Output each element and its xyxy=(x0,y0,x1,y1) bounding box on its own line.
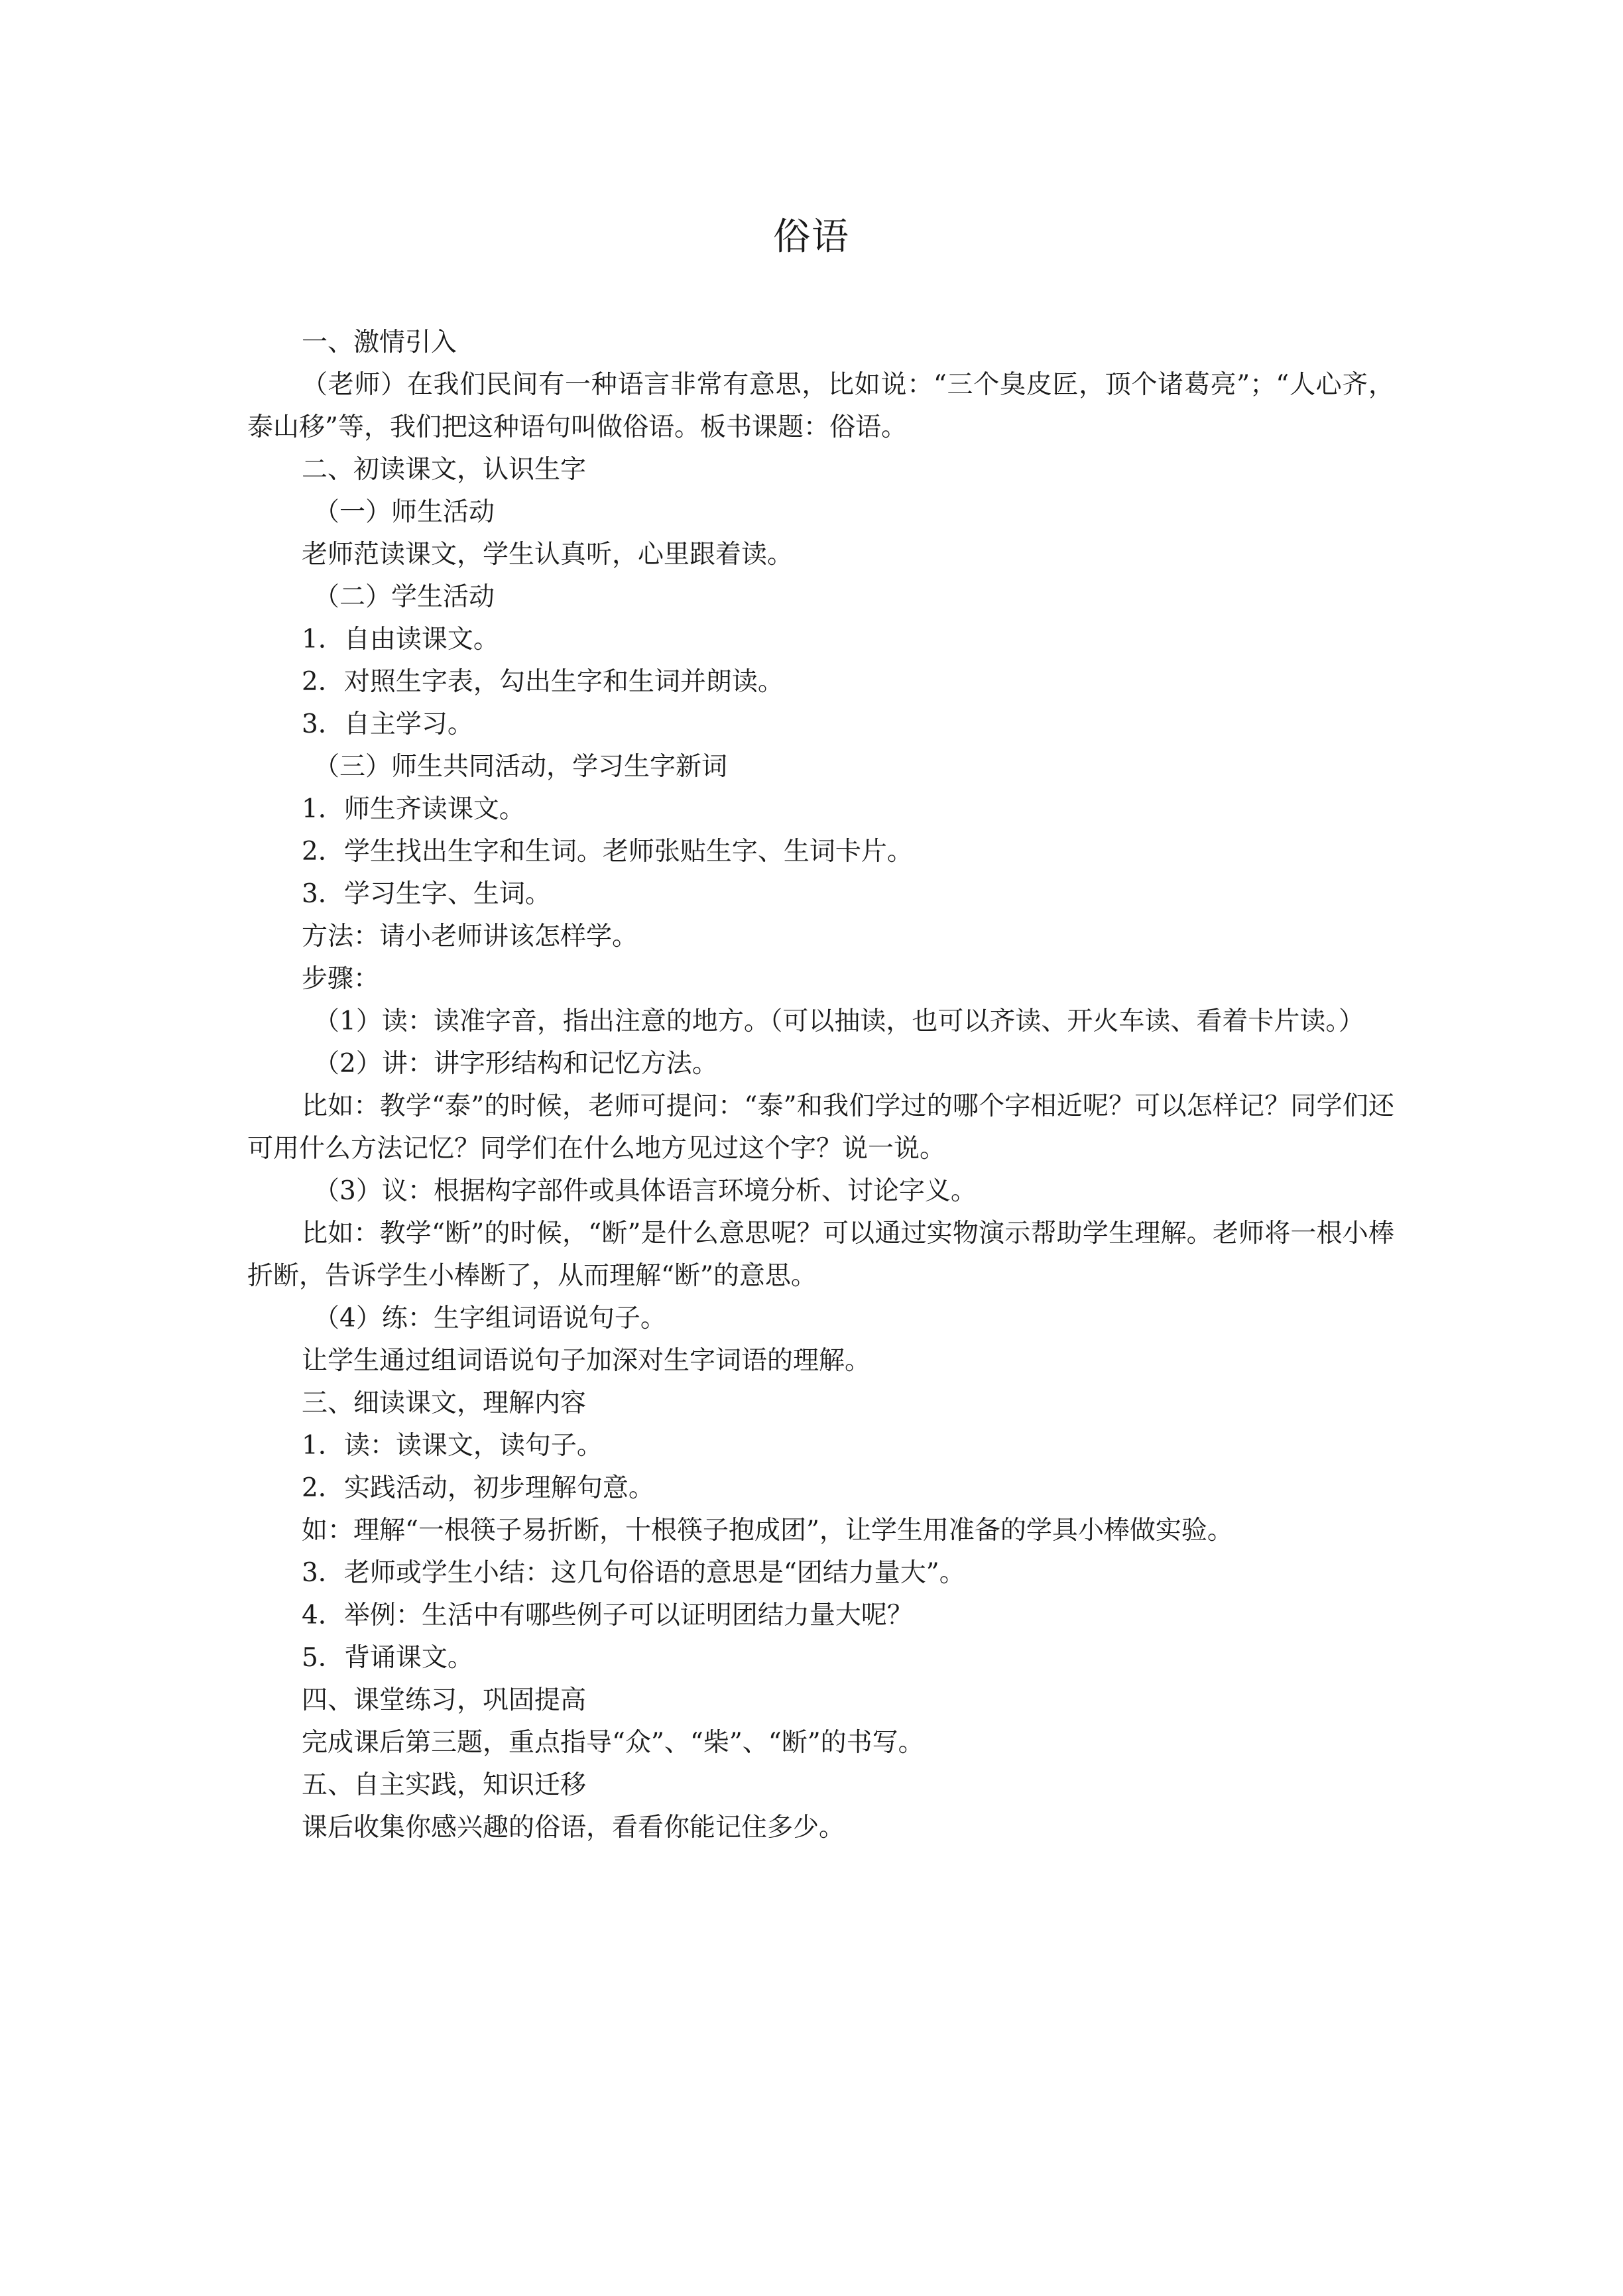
list-item: 3．自主学习。 xyxy=(302,709,473,739)
paragraph: 完成课后第三题，重点指导“众”、“柴”、“断”的书写。 xyxy=(302,1728,924,1758)
document-body xyxy=(247,322,1394,1849)
paragraph: （老师）在我们民间有一种语言非常有意思，比如说：“三个臭皮匠，顶个诸葛亮”；“人心齐，泰山移”等，我们把这种语句叫做俗语。板书课题：俗语。 xyxy=(247,370,1394,442)
step-item: （1）读：读准字音，指出注意的地方。（可以抽读，也可以齐读、开火车读、看着卡片读。） xyxy=(314,1006,1364,1036)
subsection-heading: （二）学生活动 xyxy=(314,582,495,612)
section-heading: 五、自主实践，知识迁移 xyxy=(302,1770,587,1800)
paragraph: 如：理解“一根筷子易折断，十根筷子抱成团”，让学生用准备的学具小棒做实验。 xyxy=(302,1516,1233,1545)
list-item: 4．举例：生活中有哪些例子可以证明团结力量大呢？ xyxy=(302,1601,913,1630)
list-item: 3．老师或学生小结：这几句俗语的意思是“团结力量大”。 xyxy=(302,1558,965,1588)
step-item: （3）议：根据构字部件或具体语言环境分析、讨论字义。 xyxy=(314,1176,977,1206)
section-heading: 四、课堂练习，巩固提高 xyxy=(302,1685,587,1715)
paragraph: 方法：请小老师讲该怎样学。 xyxy=(302,922,638,951)
list-item: 1．师生齐读课文。 xyxy=(302,794,525,824)
paragraph: 比如：教学“断”的时候，“断”是什么意思呢？可以通过实物演示帮助学生理解。老师将一根小棒折断，告诉学生小棒断了，从而理解“断”的意思。 xyxy=(247,1219,1394,1291)
list-item: 2．对照生字表，勾出生字和生词并朗读。 xyxy=(302,667,784,697)
list-item: 1．自由读课文。 xyxy=(302,625,499,654)
document-title: 俗语 xyxy=(773,215,850,259)
paragraph: 课后收集你感兴趣的俗语，看看你能记住多少。 xyxy=(302,1813,845,1843)
list-item: 2．实践活动，初步理解句意。 xyxy=(302,1473,654,1503)
list-item: 1．读：读课文，读句子。 xyxy=(302,1431,603,1461)
subsection-heading: （三）师生共同活动，学习生字新词 xyxy=(314,752,728,782)
list-item: 3．学习生字、生词。 xyxy=(302,879,551,909)
paragraph: 步骤： xyxy=(302,964,380,994)
section-heading: 三、细读课文，理解内容 xyxy=(302,1388,587,1418)
list-item: 5．背诵课文。 xyxy=(302,1643,473,1673)
paragraph: 让学生通过组词语说句子加深对生字词语的理解。 xyxy=(302,1346,871,1376)
list-item: 2．学生找出生字和生词。老师张贴生字、生词卡片。 xyxy=(302,837,913,867)
section-heading: 二、初读课文，认识生字 xyxy=(302,455,587,485)
step-item: （2）讲：讲字形结构和记忆方法。 xyxy=(314,1049,718,1079)
section-heading: 一、激情引入 xyxy=(302,328,457,357)
step-item: （4）练：生字组词语说句子。 xyxy=(314,1303,666,1333)
paragraph: 老师范读课文，学生认真听，心里跟着读。 xyxy=(302,540,794,570)
subsection-heading: （一）师生活动 xyxy=(314,497,495,527)
paragraph: 比如：教学“泰”的时候，老师可提问：“泰”和我们学过的哪个字相近呢？可以怎样记？同学们还可用什么方法记忆？同学们在什么地方见过这个字？说一说。 xyxy=(247,1091,1394,1164)
